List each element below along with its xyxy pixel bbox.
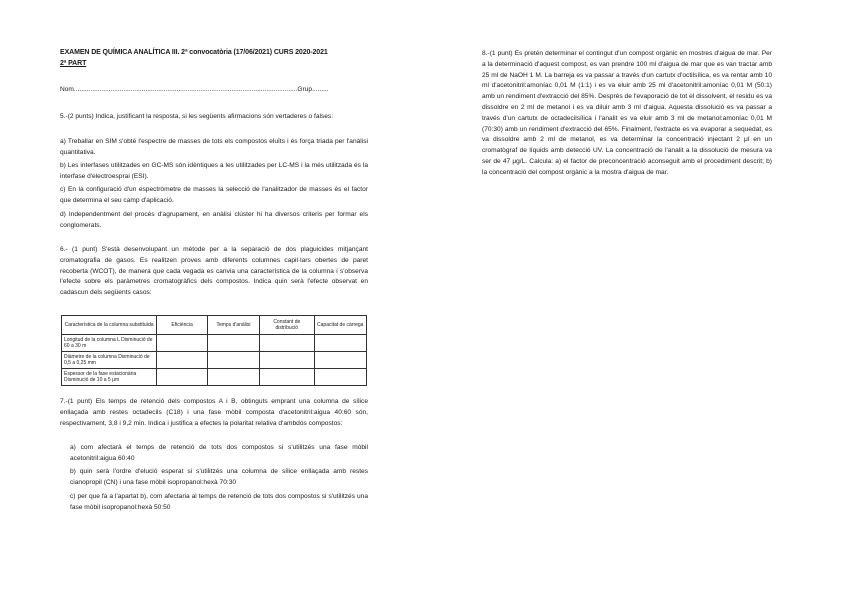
answer-cell[interactable] <box>157 352 208 369</box>
table-row <box>62 335 367 352</box>
answer-cell[interactable] <box>314 369 367 386</box>
question-7-text: 7.-(1 punt) Els temps de retenció dels compostos A i B, obtinguts emprant una columna de sílice enllaçada amb restes octadecils (C18) i una fase mòbil composta d'acetonitril:aigua 40:60 són, respectivament, 3,8 i 9,2 min. Indica i justifica a efectes la polaritat relativa d'ambdós compostos: <box>60 398 368 427</box>
question-5-item-d: d) Independentment del procés d'agrupament, en anàlisi clúster hi ha diversos criteris per formar els conglomerats. <box>60 211 368 229</box>
answer-cell[interactable] <box>157 335 208 352</box>
table-header-cell: Eficiència <box>157 316 208 335</box>
question-6-text: 6.- (1 punt) S'està desenvolupant un mètode per a la separació de dos plaguicides mitjançant cromatografia de gasos. Es realitzen proves amb diferents columnes capil·lars obertes de paret recoberta (WCOT), de manera que cada vegada es canvia una característica de la columna i s'observa l'efecte sobre els paràmetres cromatogràfics dels compostos. Indica quin serà l'efecte observat en cadascun dels següents casos: <box>60 246 368 297</box>
answer-cell[interactable] <box>207 335 259 352</box>
question-5-item-a: a) Treballar en SIM s'obté l'espectre de masses de tots els compostos eluïts i és força triada per l'anàlisi quantitativa. <box>60 138 368 156</box>
table-row <box>62 369 367 386</box>
question-7-item-b: b) quin serà l'ordre d'elució esperat si s'utilitzés una columna de sílice enllaçada amb restes cianopropil (CN) i una fase mòbil isopropanol:hexà 70:30 <box>70 468 368 486</box>
answer-cell[interactable] <box>314 335 367 352</box>
answer-cell[interactable] <box>314 352 367 369</box>
table-header-cell: Característica de la columna substituïda <box>62 316 157 335</box>
answer-cell[interactable] <box>260 335 314 352</box>
question-7-item-c: c) per que fa a l'apartat b), com afectaria al temps de retenció de tots dos compostos si s'utilitzés una fase mòbil isopropanol:hexà 50:50 <box>70 493 368 511</box>
answer-cell[interactable] <box>260 352 314 369</box>
question-5-intro: 5.-(2 punts) Indica, justificant la resposta, si les següents afirmacions són vertaderes o falses: <box>60 113 334 120</box>
table-row-label: Longitud de la columna L Disminució de 60 a 30 m <box>62 335 157 352</box>
name-field[interactable]: Nom..........................................................................................................................Grup......... <box>60 86 329 93</box>
table-header-cell: Temps d'anàlisi <box>207 316 259 335</box>
answer-cell[interactable] <box>207 369 259 386</box>
exam-part: 2ª PART <box>60 60 87 67</box>
table-row-label: Espessor de la fase estacionària Disminució de 10 a 5 μm <box>62 369 157 386</box>
table-row <box>62 352 367 369</box>
answer-cell[interactable] <box>260 369 314 386</box>
question-5-item-c: c) En la configuració d'un espectròmetre de masses la selecció de l'analitzador de masses és el factor que determina el seu camp d'aplicació. <box>60 186 368 204</box>
exam-title: EXAMEN DE QUÍMICA ANALÍTICA III. 2ª convocatòria (17/06/2021) CURS 2020-2021 <box>60 49 328 56</box>
question-7-item-a: a) com afectarà el temps de retenció de tots dos compostos si s'utilitzés una fase mòbil acetonitril:aigua 60:40 <box>70 444 368 462</box>
answer-cell[interactable] <box>157 369 208 386</box>
table-header-row <box>62 316 367 335</box>
question-5-item-b: b) Les interfases utilitzades en GC-MS són idèntiques a les utilitzades per LC-MS i la més utilitzada és la interfase d'electroesprai (ESI). <box>60 162 368 180</box>
table-row-label: Diàmetre de la columna Disminució de 0,5 a 0,25 mm <box>62 352 157 369</box>
table-header-cell: Constant de distribució <box>260 316 314 335</box>
question-8-text: 8.-(1 punt) Es pretén determinar el contingut d'un compost orgànic en mostres d'aigua de mar. Per a la determinació d'aquest compost, es van prendre 100 ml d'aigua de mar que es van tractar amb 25 ml de NaOH 1 M. La barreja es va passar a través d'un cartutx d'octilsílica, es va rentar amb 10 ml d'acetonitril:amoníac 0,01 M (1:1) i es va eluir amb 25 ml d'acetonitril:amoníac 0,01 M (50:1) amb un rendiment d'extracció del 85%. Després de l'evaporació de tot el dissolvent, el residu es va dissoldre en 2 ml de metanol i es va diluir amb 3 ml d'aigua. Aquesta dissolució es va passar a través d'un cartutx de octadecilsílica i l'analit es va eluir amb 3 ml de metanol:amoníac 0,01 M (70:30) amb un rendiment d'extracció del 65%. Finalment, l'extracte es va evaporar a sequedat, es va dissoldre amb 2 ml de metanol, es va determinar la concentració injectant 2 μl en un cromatògraf de líquids amb detecció UV. La concentració de l'analit a la dissolució de mesura va ser de 47 μg/L. Calcula: a) el factor de preconcentració aconseguit amb el procediment descrit; b) la concentració del compost orgànic a la mostra d'aigua de mar. <box>482 50 772 176</box>
answer-cell[interactable] <box>207 352 259 369</box>
column-effects-table <box>61 315 367 386</box>
table-header-cell: Capacitat de càrrega <box>314 316 367 335</box>
